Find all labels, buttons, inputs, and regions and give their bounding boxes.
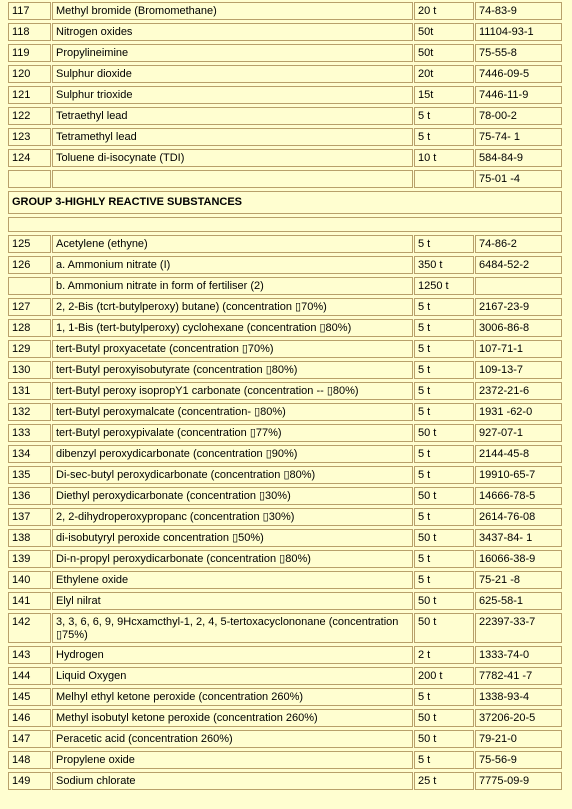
cas-number-cell: 7782-41 -7 [475, 667, 562, 685]
serial-number-cell [8, 277, 51, 295]
threshold-quantity-cell: 5 t [414, 298, 474, 316]
substance-name-cell: tert-Butyl peroxypivalate (concentration ▯77%) [52, 424, 413, 442]
cas-number-cell: 74-86-2 [475, 235, 562, 253]
table-row [0, 466, 572, 487]
substance-name-cell: di-isobutyryl peroxide concentration ▯50%) [52, 529, 413, 547]
threshold-quantity-cell: 5 t [414, 688, 474, 706]
substance-name-cell: tert-Butyl peroxyisobutyrate (concentration ▯80%) [52, 361, 413, 379]
table-row [0, 751, 572, 772]
substance-name-cell: Toluene di-isocynate (TDI) [52, 149, 413, 167]
cas-number-cell: 1338-93-4 [475, 688, 562, 706]
cas-number-cell: 2372-21-6 [475, 382, 562, 400]
substance-name-cell: tert-Butyl peroxy isopropY1 carbonate (concentration -- ▯80%) [52, 382, 413, 400]
group-header-row [0, 191, 572, 217]
cas-number-cell: 75-21 -8 [475, 571, 562, 589]
threshold-quantity-cell: 5 t [414, 235, 474, 253]
cas-number-cell: 75-01 -4 [475, 170, 562, 188]
table-row [0, 550, 572, 571]
threshold-quantity-cell: 50t [414, 23, 474, 41]
table-row [0, 592, 572, 613]
cas-number-cell: 2614-76-08 [475, 508, 562, 526]
substance-name-cell: Melhyl ethyl ketone peroxide (concentration 260%) [52, 688, 413, 706]
table-row [0, 646, 572, 667]
threshold-quantity-cell: 50 t [414, 592, 474, 610]
threshold-quantity-cell: 5 t [414, 751, 474, 769]
cas-number-cell [475, 277, 562, 295]
table-row [0, 277, 572, 298]
serial-number-cell: 133 [8, 424, 51, 442]
substance-name-cell: a. Ammonium nitrate (I) [52, 256, 413, 274]
substance-name-cell: Sodium chlorate [52, 772, 413, 790]
threshold-quantity-cell: 5 t [414, 319, 474, 337]
table-row [0, 256, 572, 277]
substance-name-cell: Liquid Oxygen [52, 667, 413, 685]
threshold-quantity-cell: 25 t [414, 772, 474, 790]
cas-number-cell: 22397-33-7 [475, 613, 562, 643]
substance-name-cell: dibenzyl peroxydicarbonate (concentration ▯90%) [52, 445, 413, 463]
substance-name-cell: Methyl isobutyl ketone peroxide (concentration 260%) [52, 709, 413, 727]
substance-name-cell: Diethyl peroxydicarbonate (concentration ▯30%) [52, 487, 413, 505]
table-row [0, 2, 572, 23]
table-row [0, 235, 572, 256]
serial-number-cell: 149 [8, 772, 51, 790]
blank-cell [8, 217, 562, 232]
table-row [0, 170, 572, 191]
substance-name-cell [52, 170, 413, 188]
serial-number-cell: 142 [8, 613, 51, 643]
substance-name-cell: Tetraethyl lead [52, 107, 413, 125]
substance-name-cell: Propylene oxide [52, 751, 413, 769]
serial-number-cell: 146 [8, 709, 51, 727]
cas-number-cell: 37206-20-5 [475, 709, 562, 727]
table-row [0, 340, 572, 361]
substance-name-cell: Methyl bromide (Bromomethane) [52, 2, 413, 20]
serial-number-cell: 141 [8, 592, 51, 610]
substance-name-cell: 2, 2-dihydroperoxypropanc (concentration ▯30%) [52, 508, 413, 526]
substance-name-cell: Elyl nilrat [52, 592, 413, 610]
cas-number-cell: 584-84-9 [475, 149, 562, 167]
threshold-quantity-cell: 50t [414, 44, 474, 62]
substance-name-cell: Hydrogen [52, 646, 413, 664]
table-row [0, 445, 572, 466]
serial-number-cell: 132 [8, 403, 51, 421]
cas-number-cell: 75-55-8 [475, 44, 562, 62]
cas-number-cell: 79-21-0 [475, 730, 562, 748]
serial-number-cell: 128 [8, 319, 51, 337]
threshold-quantity-cell: 50 t [414, 487, 474, 505]
table-row [0, 149, 572, 170]
threshold-quantity-cell: 50 t [414, 613, 474, 643]
serial-number-cell: 135 [8, 466, 51, 484]
threshold-quantity-cell: 50 t [414, 424, 474, 442]
cas-number-cell: 75-56-9 [475, 751, 562, 769]
table-row [0, 65, 572, 86]
threshold-quantity-cell: 15t [414, 86, 474, 104]
serial-number-cell: 119 [8, 44, 51, 62]
cas-number-cell: 927-07-1 [475, 424, 562, 442]
cas-number-cell: 107-71-1 [475, 340, 562, 358]
serial-number-cell [8, 170, 51, 188]
threshold-quantity-cell: 5 t [414, 340, 474, 358]
substance-name-cell: Acetylene (ethyne) [52, 235, 413, 253]
substance-name-cell: Ethylene oxide [52, 571, 413, 589]
table-row [0, 424, 572, 445]
serial-number-cell: 117 [8, 2, 51, 20]
serial-number-cell: 139 [8, 550, 51, 568]
cas-number-cell: 3006-86-8 [475, 319, 562, 337]
table-row [0, 403, 572, 424]
threshold-quantity-cell: 5 t [414, 571, 474, 589]
cas-number-cell: 2167-23-9 [475, 298, 562, 316]
cas-number-cell: 1333-74-0 [475, 646, 562, 664]
threshold-quantity-cell: 20t [414, 65, 474, 83]
substance-name-cell: Sulphur trioxide [52, 86, 413, 104]
cas-number-cell: 16066-38-9 [475, 550, 562, 568]
threshold-quantity-cell: 50 t [414, 730, 474, 748]
serial-number-cell: 118 [8, 23, 51, 41]
serial-number-cell: 147 [8, 730, 51, 748]
threshold-quantity-cell: 5 t [414, 107, 474, 125]
cas-number-cell: 109-13-7 [475, 361, 562, 379]
serial-number-cell: 137 [8, 508, 51, 526]
threshold-quantity-cell: 5 t [414, 361, 474, 379]
cas-number-cell: 11104-93-1 [475, 23, 562, 41]
threshold-quantity-cell: 200 t [414, 667, 474, 685]
cas-number-cell: 7446-09-5 [475, 65, 562, 83]
substance-name-cell: 2, 2-Bis (tcrt-butylperoxy) butane) (concentration ▯70%) [52, 298, 413, 316]
table-row [0, 107, 572, 128]
table-row [0, 319, 572, 340]
threshold-quantity-cell: 2 t [414, 646, 474, 664]
substance-name-cell: Di-n-propyl peroxydicarbonate (concentration ▯80%) [52, 550, 413, 568]
serial-number-cell: 122 [8, 107, 51, 125]
cas-number-cell: 625-58-1 [475, 592, 562, 610]
table-row [0, 571, 572, 592]
serial-number-cell: 131 [8, 382, 51, 400]
substance-name-cell: Sulphur dioxide [52, 65, 413, 83]
threshold-quantity-cell: 5 t [414, 445, 474, 463]
cas-number-cell: 75-74- 1 [475, 128, 562, 146]
table-row [0, 487, 572, 508]
table-row [0, 688, 572, 709]
cas-number-cell: 7775-09-9 [475, 772, 562, 790]
table-row [0, 128, 572, 149]
threshold-quantity-cell: 5 t [414, 382, 474, 400]
threshold-quantity-cell: 20 t [414, 2, 474, 20]
serial-number-cell: 140 [8, 571, 51, 589]
serial-number-cell: 125 [8, 235, 51, 253]
table-row [0, 44, 572, 65]
cas-number-cell: 2144-45-8 [475, 445, 562, 463]
threshold-quantity-cell: 50 t [414, 529, 474, 547]
substance-name-cell: tert-Butyl peroxymalcate (concentration- ▯80%) [52, 403, 413, 421]
threshold-quantity-cell: 5 t [414, 466, 474, 484]
threshold-quantity-cell: 50 t [414, 709, 474, 727]
serial-number-cell: 123 [8, 128, 51, 146]
table-row [0, 382, 572, 403]
serial-number-cell: 126 [8, 256, 51, 274]
threshold-quantity-cell [414, 170, 474, 188]
serial-number-cell: 145 [8, 688, 51, 706]
serial-number-cell: 127 [8, 298, 51, 316]
substance-name-cell: b. Ammonium nitrate in form of fertiliser (2) [52, 277, 413, 295]
substance-name-cell: Propylineimine [52, 44, 413, 62]
blank-row [0, 217, 572, 235]
threshold-quantity-cell: 350 t [414, 256, 474, 274]
serial-number-cell: 121 [8, 86, 51, 104]
substance-name-cell: Di-sec-butyl peroxydicarbonate (concentration ▯80%) [52, 466, 413, 484]
serial-number-cell: 120 [8, 65, 51, 83]
table-row [0, 508, 572, 529]
serial-number-cell: 144 [8, 667, 51, 685]
serial-number-cell: 148 [8, 751, 51, 769]
substance-name-cell: 1, 1-Bis (tert-butylperoxy) cyclohexane (concentration ▯80%) [52, 319, 413, 337]
serial-number-cell: 136 [8, 487, 51, 505]
table-row [0, 361, 572, 382]
cas-number-cell: 19910-65-7 [475, 466, 562, 484]
serial-number-cell: 134 [8, 445, 51, 463]
serial-number-cell: 130 [8, 361, 51, 379]
table-row [0, 772, 572, 793]
table-row [0, 298, 572, 319]
table-row [0, 730, 572, 751]
table-row [0, 709, 572, 730]
serial-number-cell: 124 [8, 149, 51, 167]
substance-name-cell: Nitrogen oxides [52, 23, 413, 41]
cas-number-cell: 6484-52-2 [475, 256, 562, 274]
table-row [0, 529, 572, 550]
serial-number-cell: 143 [8, 646, 51, 664]
table-row [0, 613, 572, 646]
table-row [0, 86, 572, 107]
substance-name-cell: 3, 3, 6, 6, 9, 9Hcxamcthyl-1, 2, 4, 5-tertoxacyclononane (concentration ▯75%) [52, 613, 413, 643]
table-row [0, 23, 572, 44]
serial-number-cell: 138 [8, 529, 51, 547]
cas-number-cell: 14666-78-5 [475, 487, 562, 505]
substance-name-cell: Tetramethyl lead [52, 128, 413, 146]
serial-number-cell: 129 [8, 340, 51, 358]
cas-number-cell: 3437-84- 1 [475, 529, 562, 547]
table-row [0, 667, 572, 688]
threshold-quantity-cell: 1250 t [414, 277, 474, 295]
cas-number-cell: 74-83-9 [475, 2, 562, 20]
cas-number-cell: 1931 -62-0 [475, 403, 562, 421]
threshold-quantity-cell: 10 t [414, 149, 474, 167]
threshold-quantity-cell: 5 t [414, 508, 474, 526]
cas-number-cell: 78-00-2 [475, 107, 562, 125]
group-title: GROUP 3-HIGHLY REACTIVE SUBSTANCES [8, 191, 562, 214]
cas-number-cell: 7446-11-9 [475, 86, 562, 104]
threshold-quantity-cell: 5 t [414, 550, 474, 568]
substance-name-cell: tert-Butyl proxyacetate (concentration ▯70%) [52, 340, 413, 358]
threshold-quantity-cell: 5 t [414, 128, 474, 146]
substance-name-cell: Peracetic acid (concentration 260%) [52, 730, 413, 748]
threshold-quantity-cell: 5 t [414, 403, 474, 421]
